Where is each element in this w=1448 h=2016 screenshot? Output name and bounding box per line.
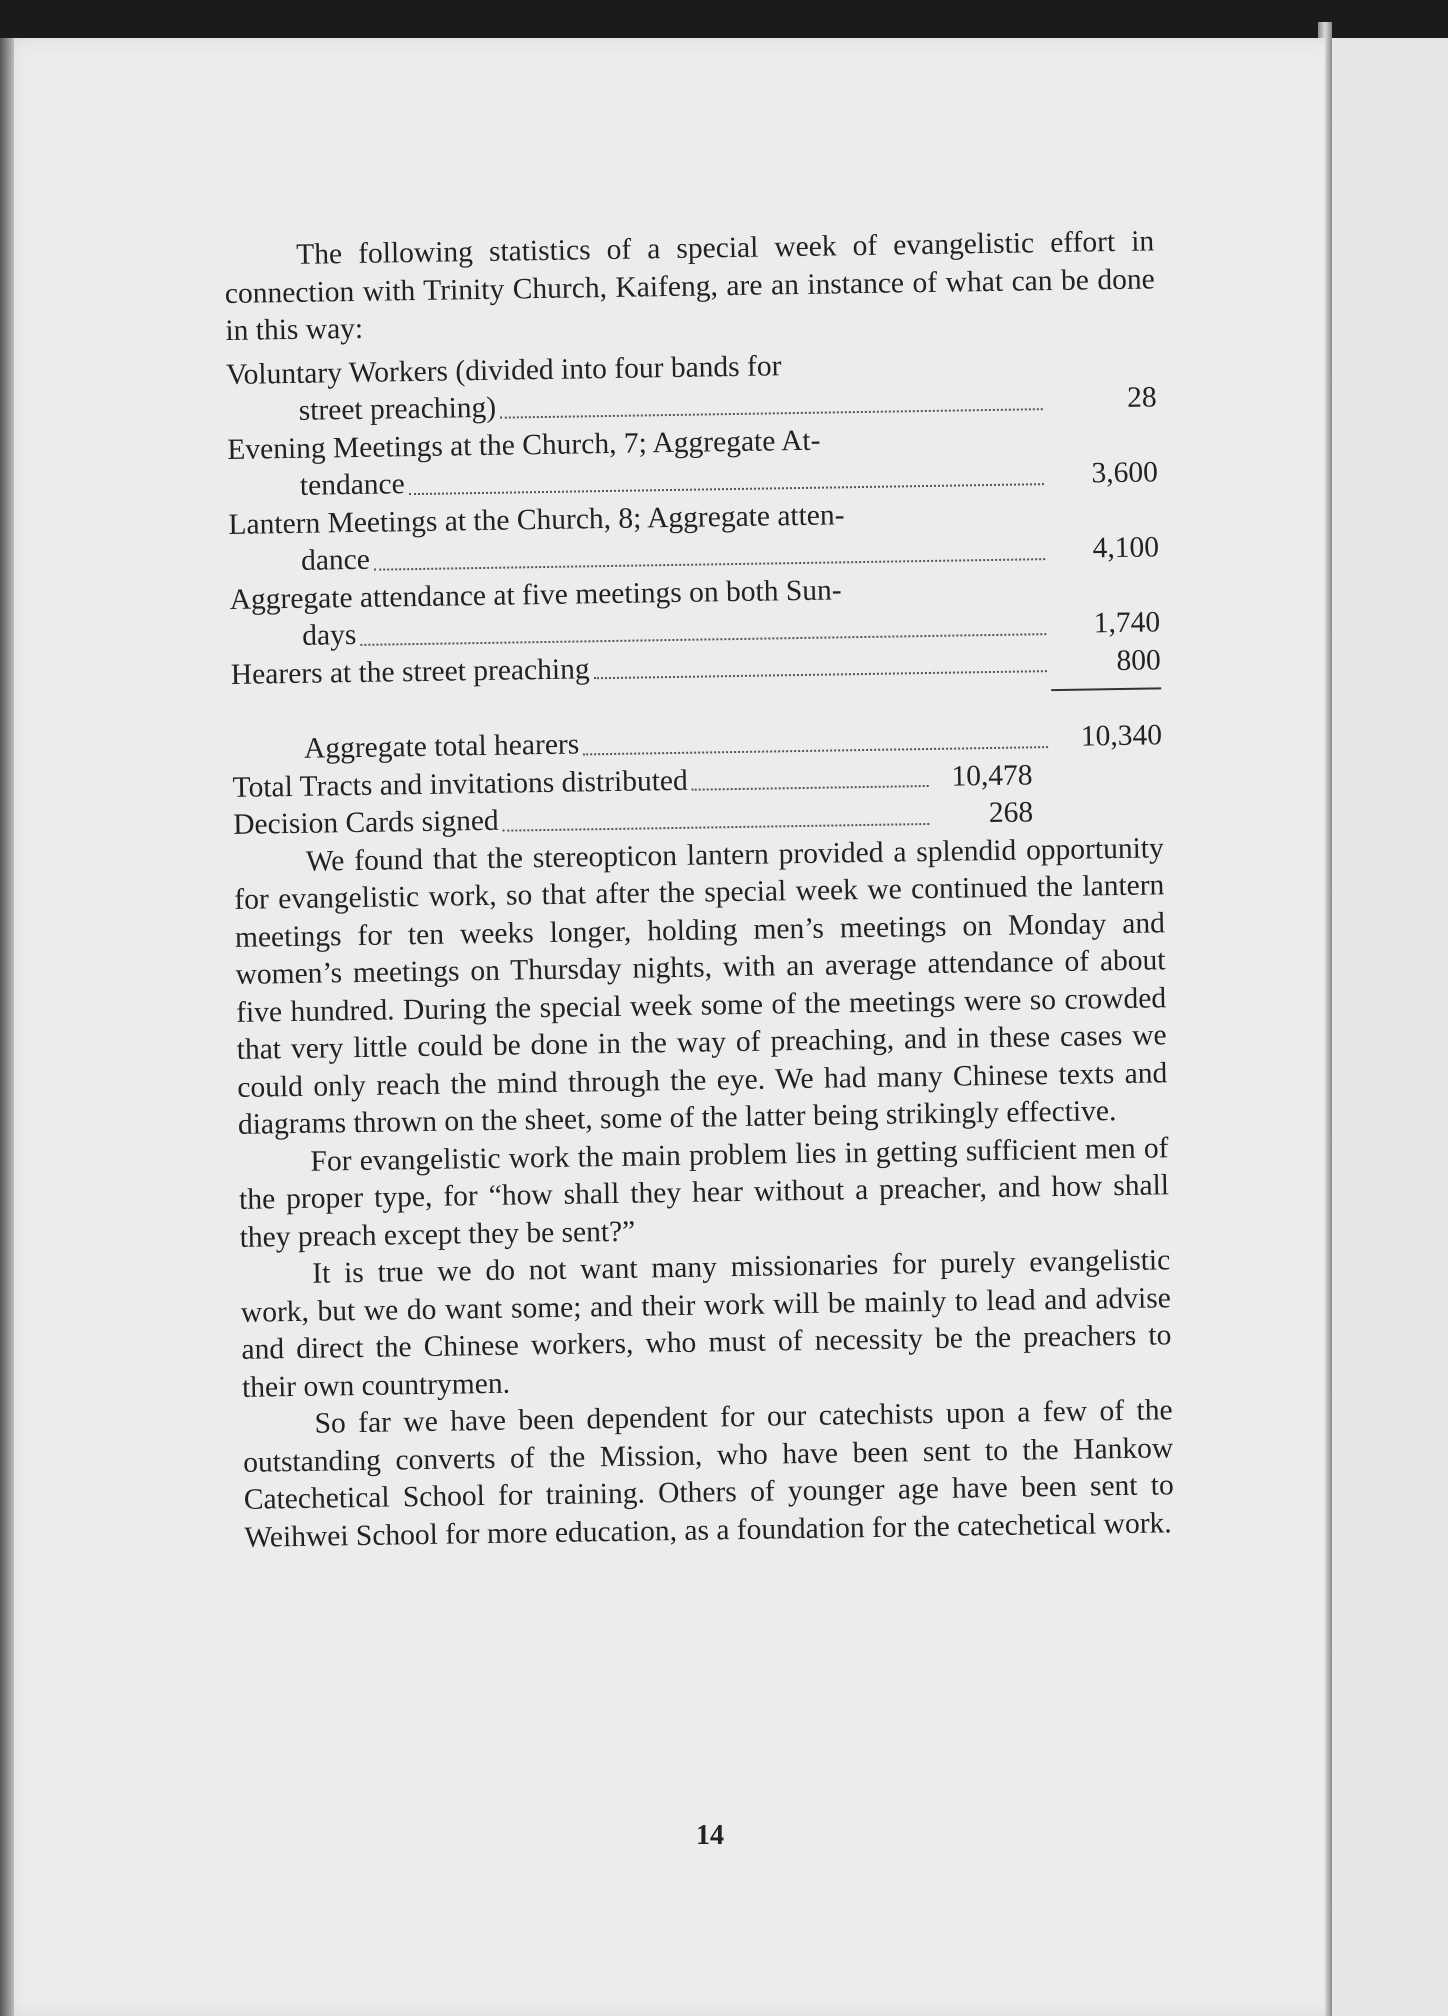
body-paragraph: For evangelistic work the main problem lies in getting sufficient men of the proper type, for “how shall they hear without a preacher, and how shall they preach except they be sent?”	[238, 1131, 1170, 1254]
stat-value: 28	[1126, 381, 1157, 414]
stat-label-line1: Aggregate attendance at five meetings on both Sun-	[229, 573, 842, 616]
stat-value: 3,600	[1091, 456, 1159, 490]
stat-row	[226, 342, 1157, 432]
stat-value: 4,100	[1092, 531, 1160, 565]
page-number: 14	[696, 1820, 724, 1851]
stat-label-line2: dance	[300, 543, 371, 577]
aggregate-value: 10,340	[1080, 719, 1163, 753]
decisions-value: 268	[988, 796, 1034, 830]
stat-value: 1,740	[1093, 606, 1161, 640]
stat-label-line2: tendance	[299, 468, 405, 502]
stat-label-line1: Lantern Meetings at the Church, 8; Aggregate atten-	[228, 498, 845, 541]
tracts-value: 10,478	[951, 758, 1033, 793]
stat-row	[227, 417, 1158, 507]
stat-label-line1: Evening Meetings at the Church, 7; Aggregate At-	[227, 424, 821, 466]
body-paragraph: So far we have been dependent for our catechists upon a few of the outstanding converts of the Mission, who have been sent to the Hankow Catechetical School for training. Others of younger age have been sent to Weihwei School for more education, as a foundation for the catechetical work.	[242, 1394, 1174, 1554]
stat-row	[228, 492, 1159, 582]
stat-value: 800	[1116, 643, 1161, 677]
statistics-table	[226, 342, 1164, 845]
stat-label-line2: street preaching)	[298, 391, 497, 427]
sum-rule	[1051, 687, 1161, 691]
stat-label-line2: days	[302, 618, 357, 652]
intro-paragraph: The following statistics of a special week of evangelistic effort in connection with Trinity Church, Kaifeng, are an instance of what can be done in this way:	[224, 225, 1156, 347]
aggregate-label: Aggregate total hearers	[303, 728, 580, 765]
stat-label-line1: Voluntary Workers (divided into four bands for	[225, 349, 782, 391]
body-paragraph: We found that the stereopticon lantern provided a splendid opportunity for evangelistic work, so that after the special week we continued the lantern meetings for ten weeks longer, holding men’s meetings on Monday and women’s meetings on Thursday nights, with an average attendance of about five hundred. During the special week some of the meetings were so crowded that very little could be done in the way of preaching, and in these cases we could only reach the mind through the eye. We had many Chinese texts and diagrams thrown on the sheet, some of the latter being strikingly effective.	[234, 831, 1168, 1141]
body-paragraph: It is true we do not want many missionaries for purely evangelistic work, but we do want some; and their work will be mainly to lead and advise and direct the Chinese workers, who must of necessity be the preachers to their own countrymen.	[240, 1244, 1172, 1404]
tracts-label: Total Tracts and invitations distributed	[232, 764, 688, 804]
stat-label: Hearers at the street preaching	[230, 652, 590, 691]
page-content	[224, 223, 1175, 1556]
stat-row	[229, 567, 1160, 657]
decisions-label: Decision Cards signed	[232, 804, 499, 841]
facing-page-edge	[1332, 38, 1448, 2016]
